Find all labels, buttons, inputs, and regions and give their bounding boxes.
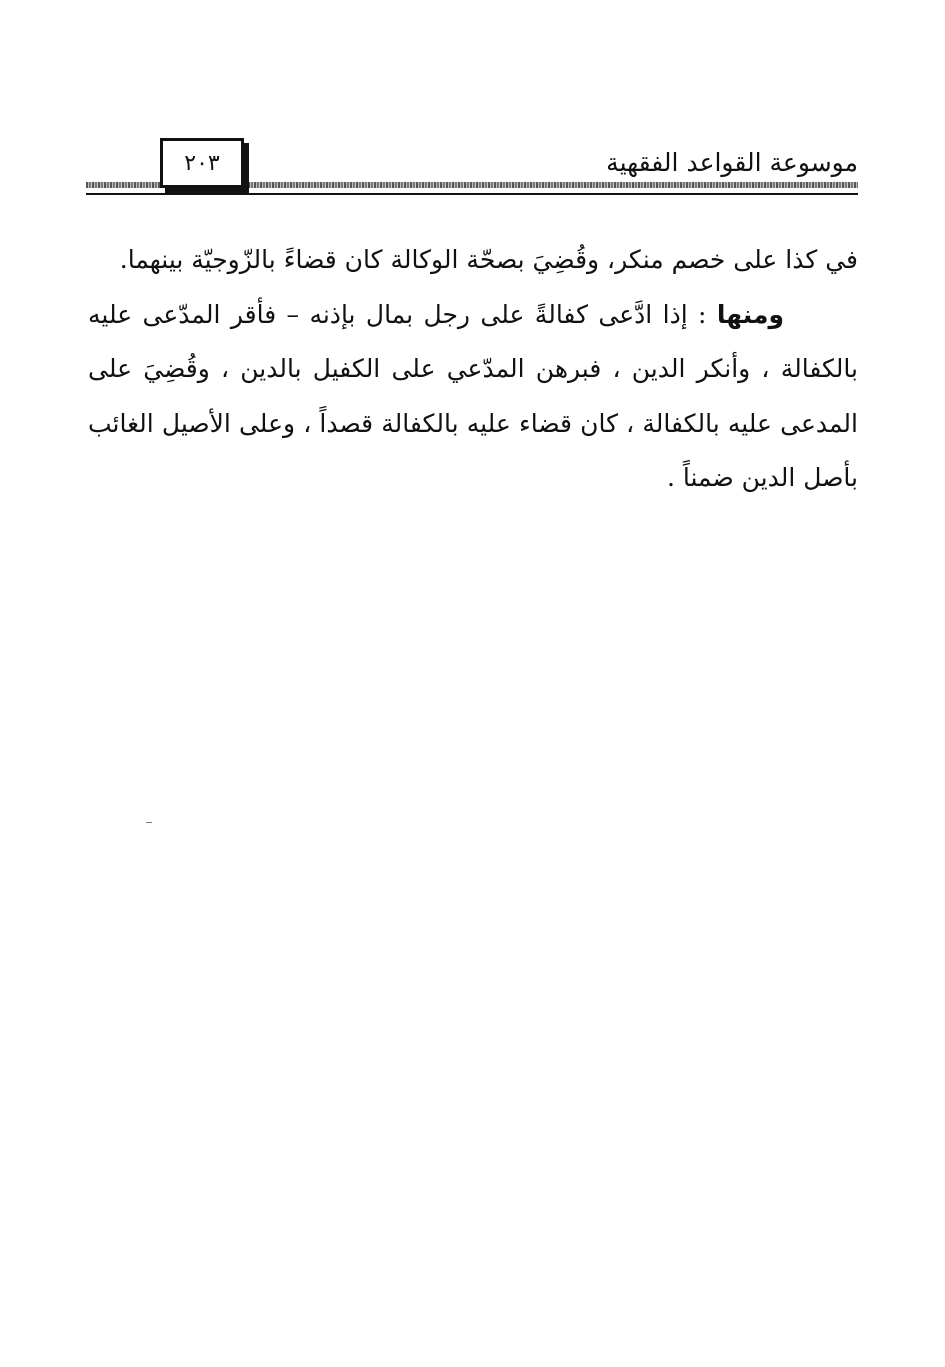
page-body: [88, 233, 858, 506]
page-header: [86, 138, 858, 198]
paragraph: [88, 288, 858, 506]
paragraph-text: : إذا ادَّعى كفالةً على رجل بمال بإذنه – فأقر المدّعى عليه بالكفالة ، وأنكر الدين ، فبرهن المدّعي على الكفيل بالدين ، وقُضِيَ على المدعى عليه بالكفالة ، كان قضاء عليه بالكفالة قصداً ، وعلى الأصيل الغائب بأصل الدين ضمناً .: [88, 299, 858, 492]
scan-speck: [146, 822, 152, 823]
header-rule: [86, 193, 858, 195]
paragraph-lead-word: ومنها: [716, 299, 784, 329]
page-number: ٢٠٣: [160, 138, 244, 188]
book-title: موسوعة القواعد الفقهية: [606, 148, 858, 177]
paragraph: في كذا على خصم منكر، وقُضِيَ بصحّة الوكالة كان قضاءً بالزّوجيّة بينهما.: [119, 245, 858, 274]
